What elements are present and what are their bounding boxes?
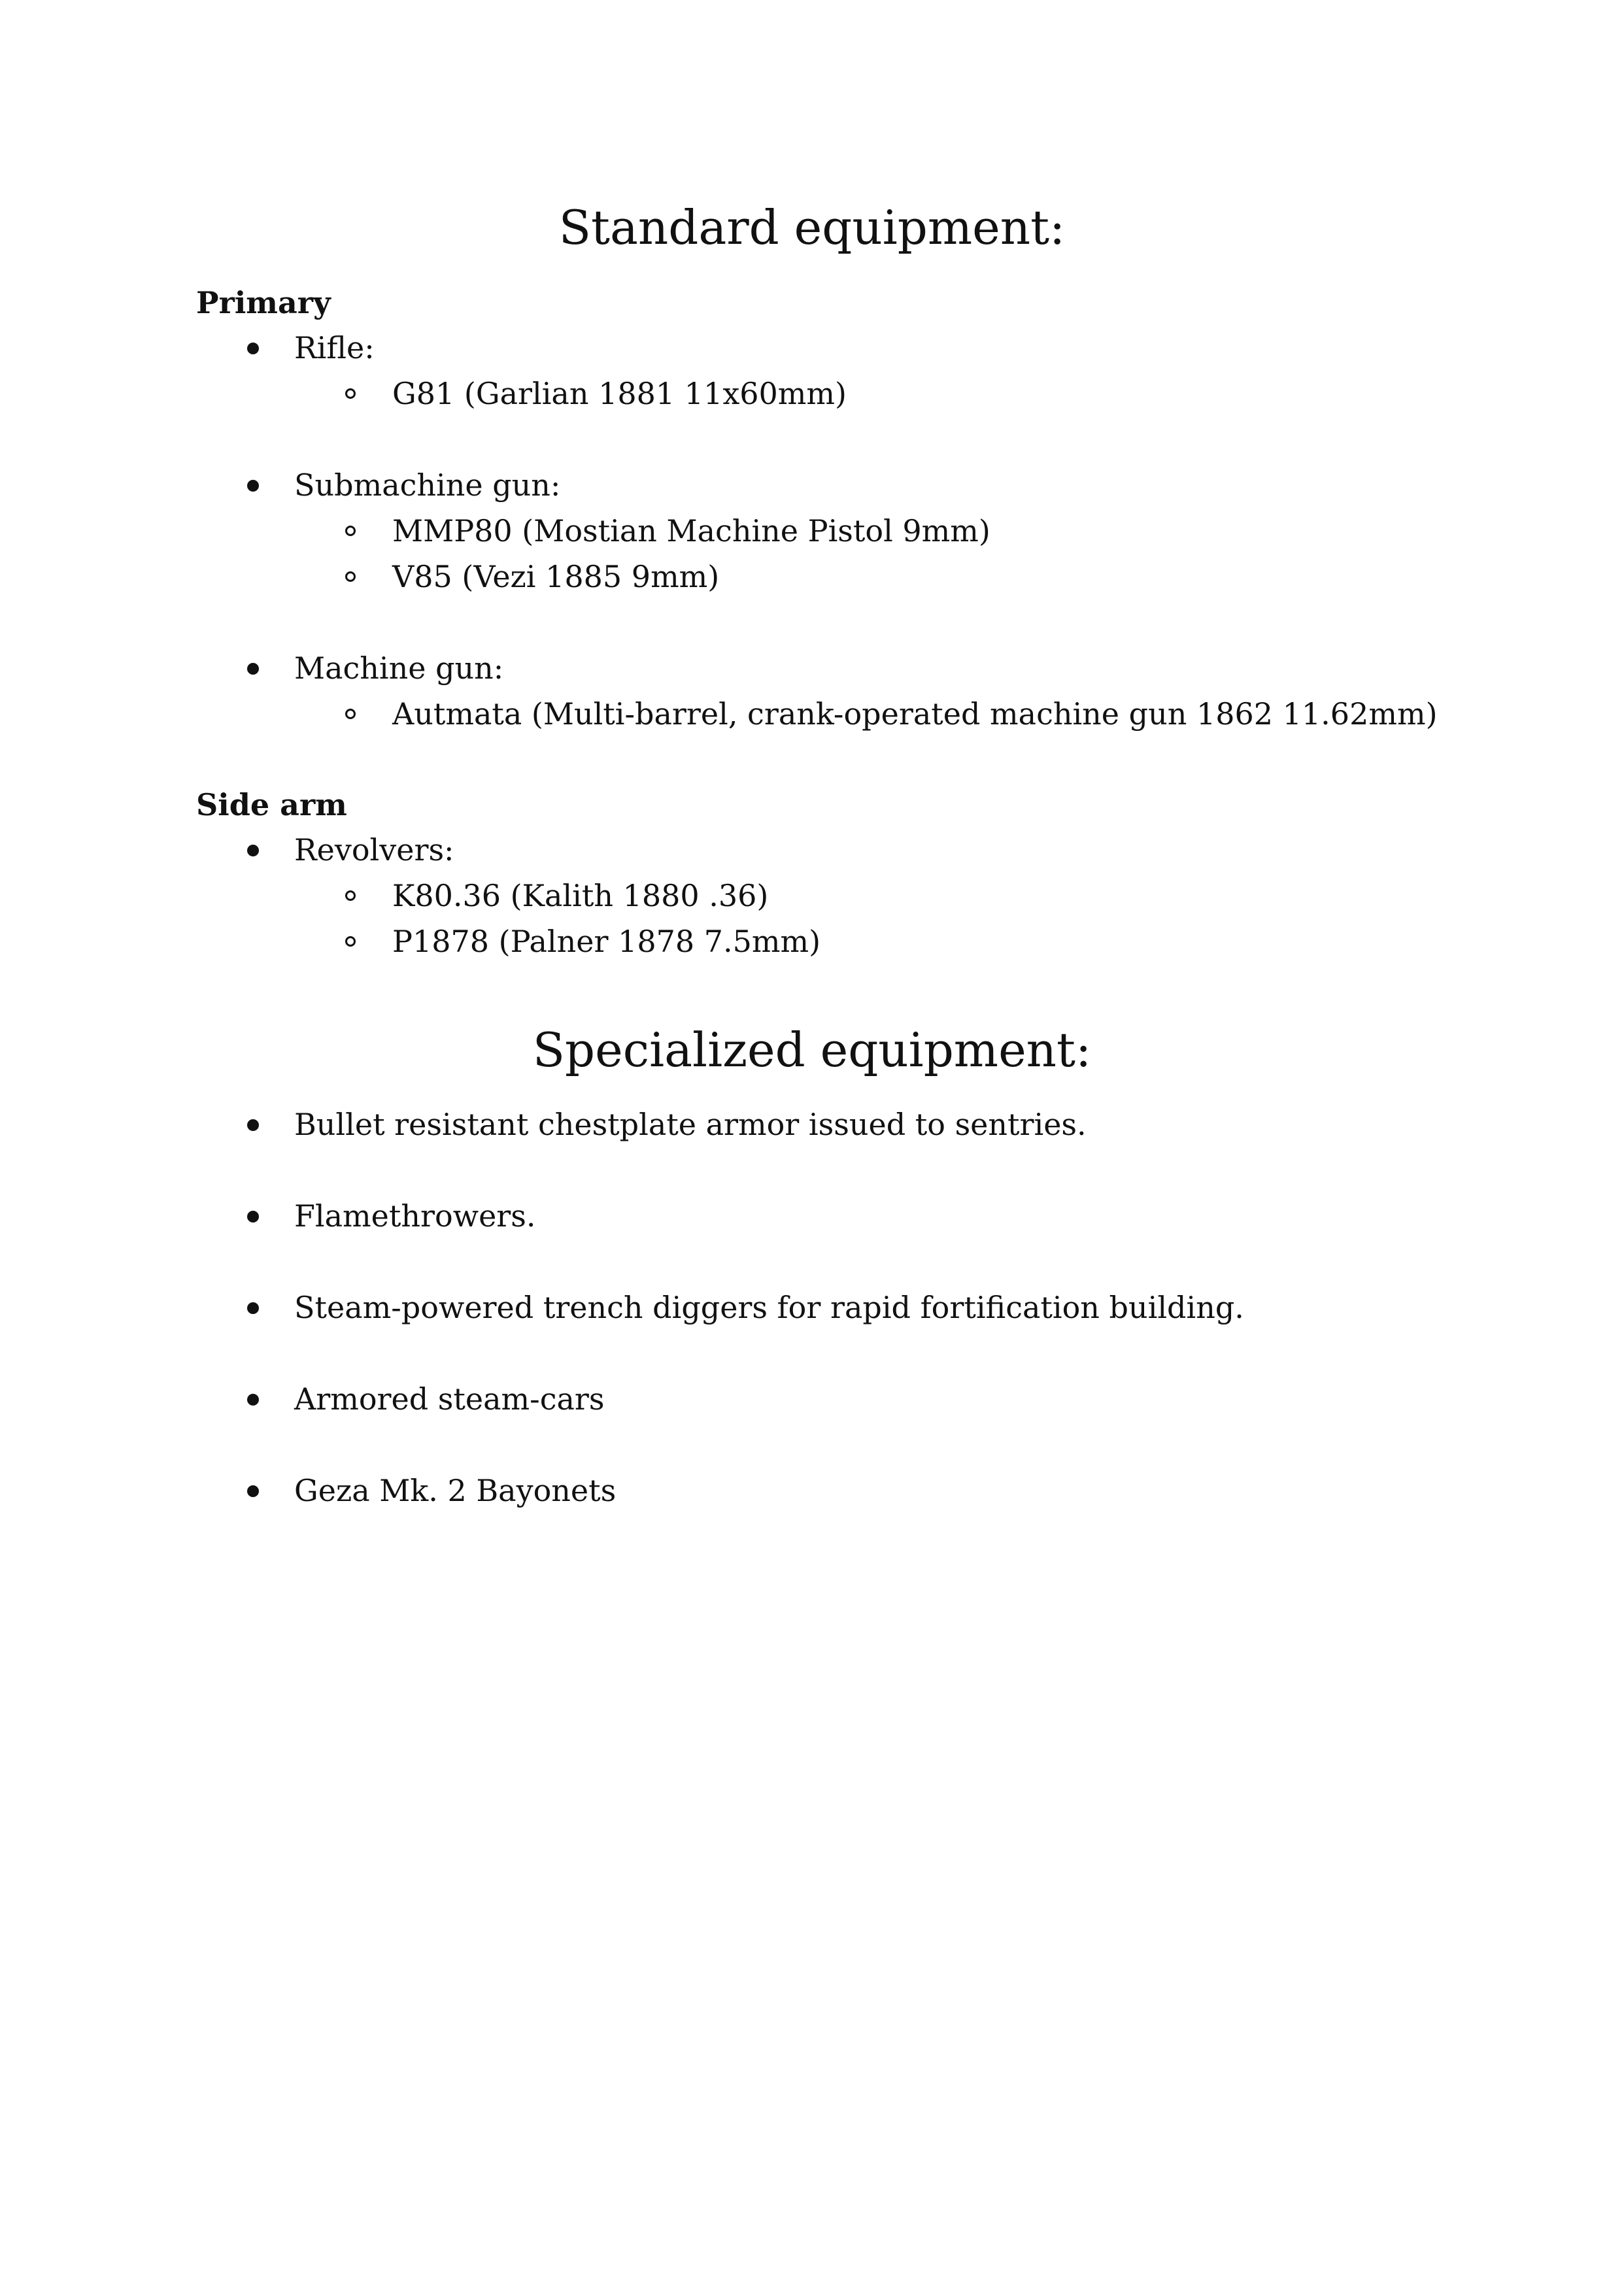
mg-item: Autmata (Multi-barrel, crank-operated machine gun 1862 11.62mm) [392, 696, 1438, 732]
bullet-disc-icon [247, 1211, 259, 1223]
revolvers-label: Revolvers: [294, 832, 454, 868]
bullet-circle-icon [345, 571, 356, 582]
specialized-item: Armored steam-cars [294, 1381, 605, 1417]
specialized-item: Steam-powered trench diggers for rapid fortification building. [294, 1290, 1244, 1325]
bullet-disc-icon [247, 1485, 259, 1497]
bullet-circle-icon [345, 709, 356, 719]
standard-equipment-heading: Standard equipment: [558, 200, 1066, 255]
bullet-circle-icon [345, 526, 356, 536]
bullet-disc-icon [247, 1302, 259, 1314]
revolver-item: K80.36 (Kalith 1880 .36) [392, 878, 769, 913]
revolver-item: P1878 (Palner 1878 7.5mm) [392, 924, 821, 959]
bullet-circle-icon [345, 936, 356, 947]
bullet-disc-icon [247, 480, 259, 492]
smg-label: Submachine gun: [294, 467, 561, 503]
specialized-item: Bullet resistant chestplate armor issued to sentries. [294, 1107, 1087, 1142]
rifle-label: Rifle: [294, 330, 375, 365]
specialized-item: Flamethrowers. [294, 1198, 536, 1234]
bullet-circle-icon [345, 388, 356, 399]
primary-label: Primary [196, 285, 331, 320]
bullet-disc-icon [247, 663, 259, 675]
bullet-disc-icon [247, 1394, 259, 1406]
specialized-item: Geza Mk. 2 Bayonets [294, 1473, 617, 1508]
bullet-disc-icon [247, 343, 259, 354]
bullet-circle-icon [345, 890, 356, 901]
specialized-equipment-heading: Specialized equipment: [532, 1022, 1092, 1077]
smg-item: MMP80 (Mostian Machine Pistol 9mm) [392, 513, 990, 548]
sidearm-label: Side arm [196, 787, 347, 822]
rifle-item: G81 (Garlian 1881 11x60mm) [392, 376, 847, 411]
mg-label: Machine gun: [294, 650, 504, 686]
bullet-disc-icon [247, 845, 259, 856]
smg-item: V85 (Vezi 1885 9mm) [392, 559, 720, 594]
bullet-disc-icon [247, 1119, 259, 1131]
